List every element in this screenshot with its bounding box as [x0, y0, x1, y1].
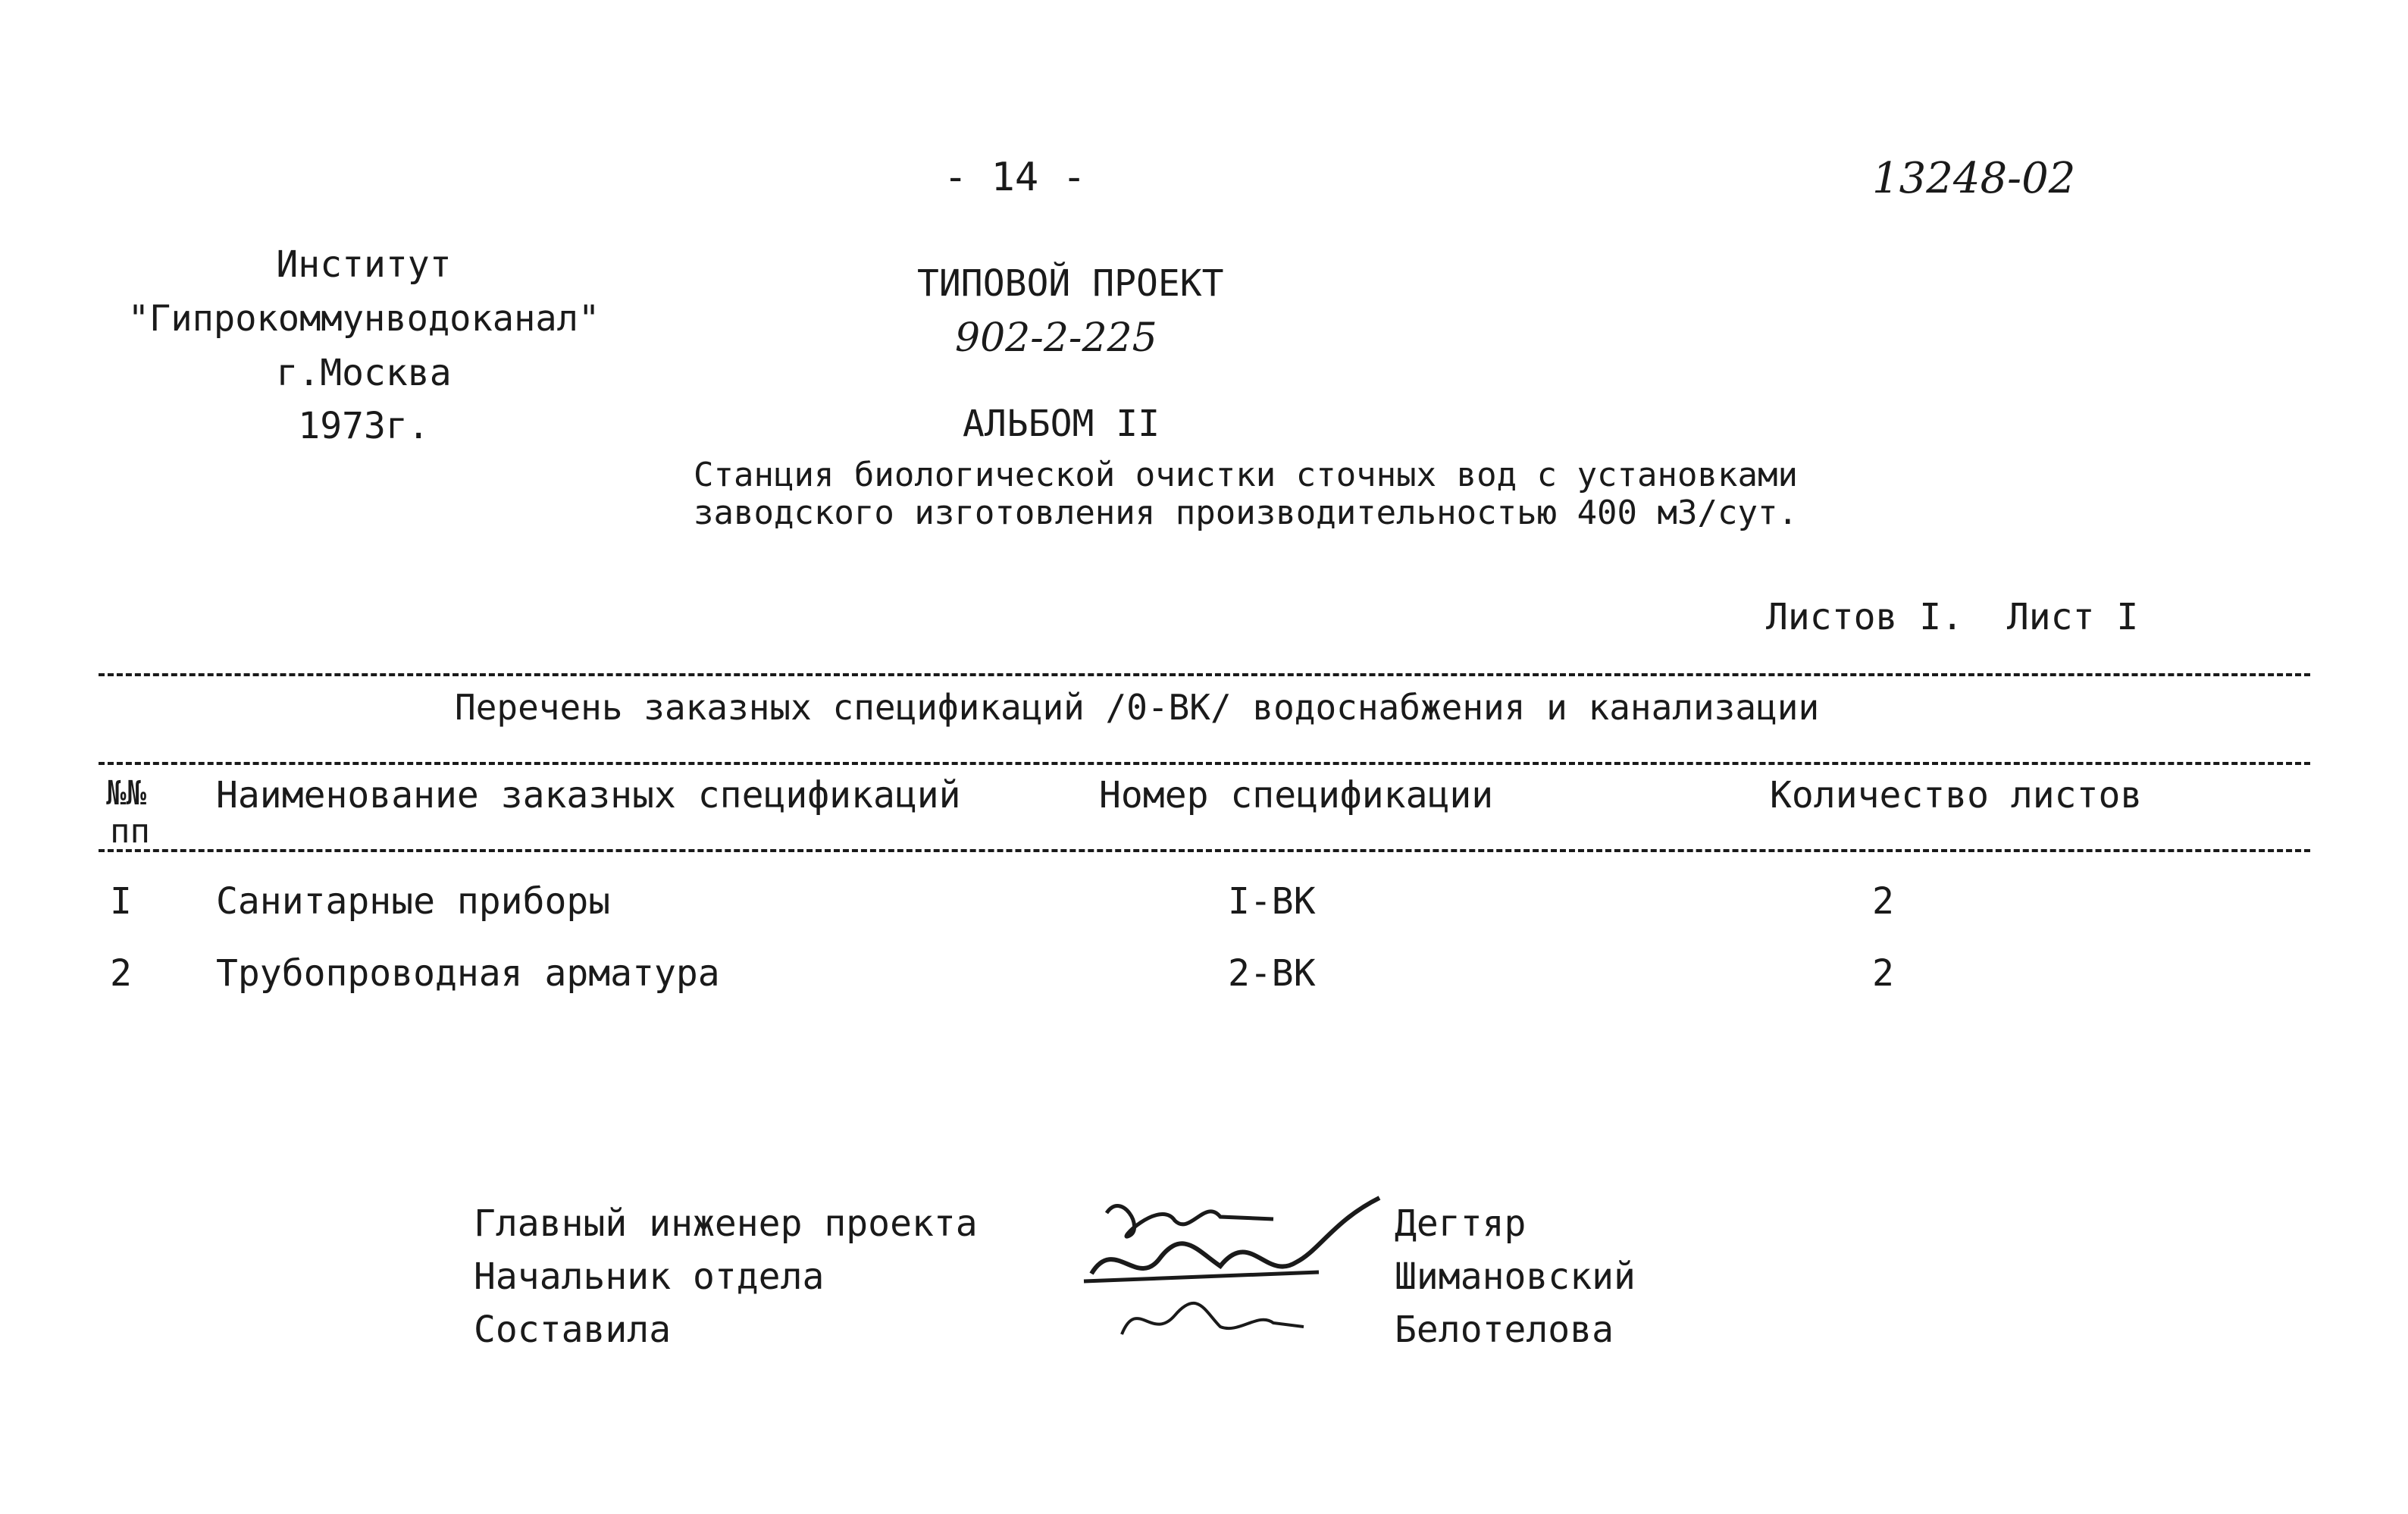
project-type: ТИПОВОЙ ПРОЕКТ [917, 262, 1224, 305]
table-header-rule [99, 762, 2310, 765]
institute-name: Институт [276, 243, 452, 286]
document-code: 13248-02 [1872, 154, 2076, 203]
signature-2-underline [1084, 1272, 1319, 1281]
signature-name-degtyar: Дегтяр [1395, 1202, 1527, 1245]
col-header-count: Количество листов [1770, 774, 2143, 817]
table-title: Перечень заказных спецификаций /0-ВК/ водоснабжения и канализации [455, 687, 1820, 728]
institute-org: "Гипрокоммунводоканал" [127, 298, 600, 340]
row-1-spec: I-ВК [1228, 880, 1316, 923]
project-description-line2: заводского изготовления производительностью 400 м3/сут. [694, 494, 1798, 532]
row-2-count: 2 [1872, 952, 1894, 995]
sheet-count: Листов I. Лист I [1766, 596, 2139, 638]
row-1-number: I [110, 880, 132, 923]
signature-1 [1107, 1206, 1273, 1237]
album-title: АЛЬБОМ II [963, 403, 1160, 445]
row-2-number: 2 [110, 952, 132, 995]
signature-role-chief-engineer: Главный инженер проекта [474, 1202, 978, 1245]
institute-city: г.Москва [276, 352, 452, 394]
row-1-name: Санитарные приборы [216, 880, 611, 923]
project-description-line1: Станция биологической очистки сточных вод с установками [694, 456, 1798, 494]
col-header-spec: Номер спецификации [1099, 774, 1494, 817]
col-header-number-sub: пп [110, 812, 150, 851]
project-number: 902-2-225 [955, 315, 1157, 361]
table-header-bottom-rule [99, 849, 2310, 852]
page-number: - 14 - [944, 155, 1086, 200]
signature-3 [1122, 1303, 1304, 1334]
row-2-spec: 2-ВК [1228, 952, 1316, 995]
institute-year: 1973г. [298, 405, 430, 447]
col-header-name: Наименование заказных спецификаций [216, 774, 961, 817]
col-header-number: №№ [106, 774, 146, 813]
row-2-name: Трубопроводная арматура [216, 952, 720, 995]
signature-role-department-head: Начальник отдела [474, 1255, 825, 1298]
signature-role-compiler: Составила [474, 1309, 672, 1351]
table-top-rule [99, 673, 2310, 676]
handwritten-signatures [1076, 1183, 1395, 1357]
row-1-count: 2 [1872, 880, 1894, 923]
signature-name-belotelova: Белотелова [1395, 1309, 1614, 1351]
signature-2 [1091, 1198, 1379, 1274]
signature-name-shimanovsky: Шимановский [1395, 1255, 1636, 1298]
